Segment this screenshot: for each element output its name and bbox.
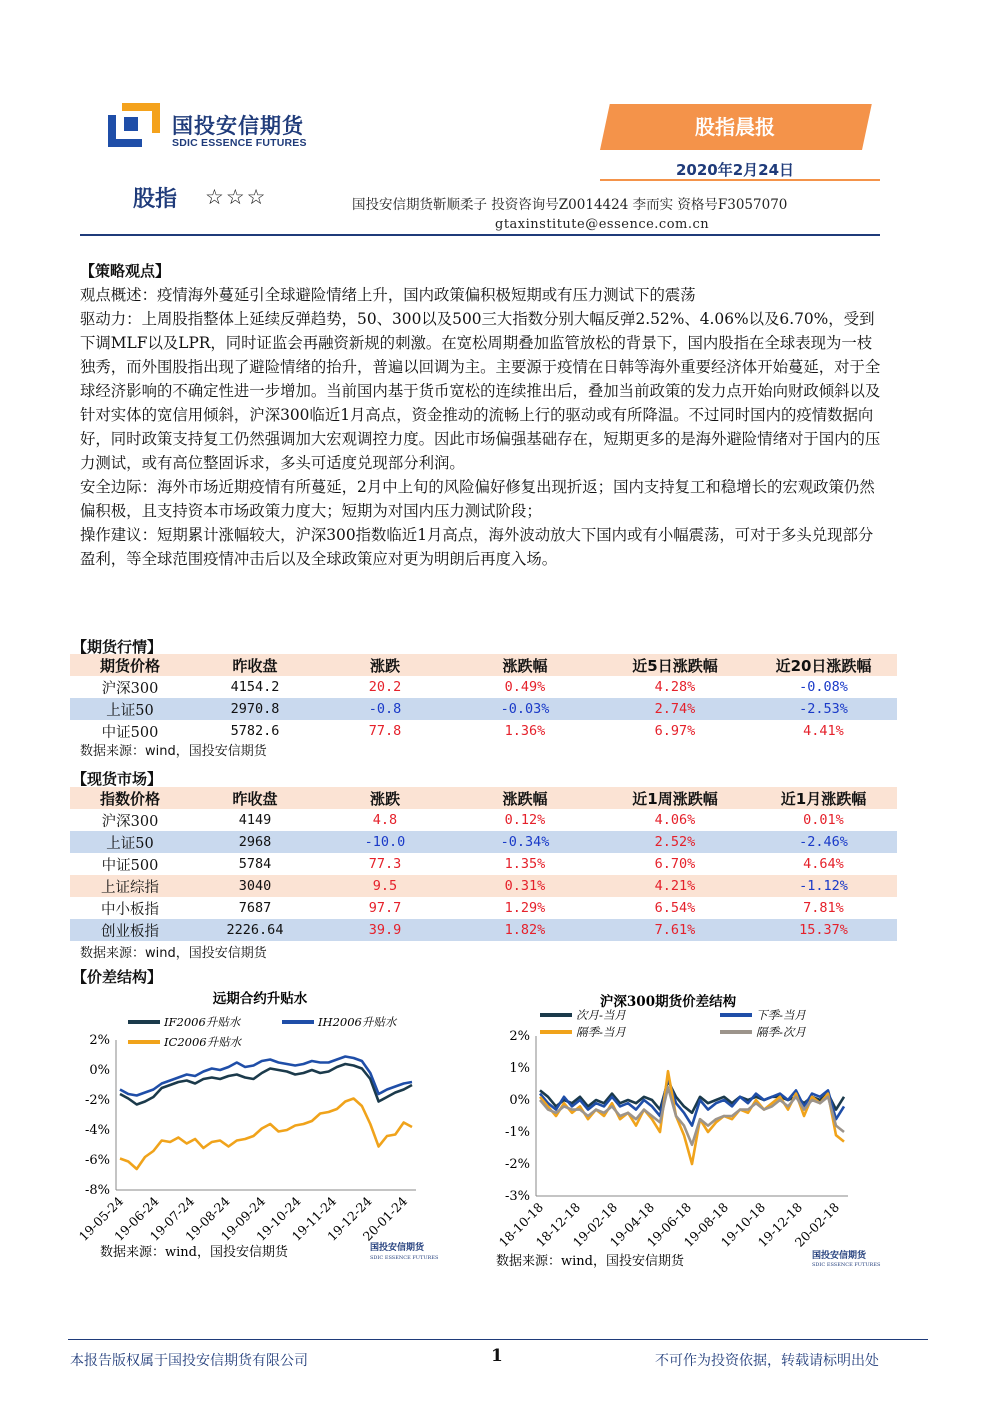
- strategy-section-title: 【策略观点】: [80, 262, 171, 280]
- chart-logo-en: SDIC ESSENCE FUTURES: [812, 1262, 881, 1268]
- cell-close: 7687: [238, 900, 272, 916]
- strategy-advice: 操作建议：短期累计涨幅较大，沪深300指数临近1月高点，海外波动放大下国内或有小幅震荡，可对于多头兑现部分盈利，等全球范围疫情冲击后以及全球政策应对更为明朗后再度入场。: [80, 526, 874, 568]
- cell-name: 沪深300: [101, 680, 159, 697]
- cell-change: 20.2: [368, 679, 402, 695]
- table-row: [70, 875, 897, 897]
- legend-label: IF2006升贴水: [164, 1015, 241, 1029]
- cell-close: 2226.64: [226, 922, 284, 938]
- footer-disclaimer: 不可作为投资依据，转载请标明出处: [655, 1353, 879, 1369]
- x-tick-label: 19-06-18: [643, 1199, 695, 1250]
- cell-pct-5d: 6.97%: [654, 723, 696, 739]
- y-tick-label: -6%: [84, 1153, 110, 1168]
- hs300-spread-chart: [488, 986, 888, 1276]
- cell-pct: 1.35%: [504, 856, 546, 872]
- table-row: [70, 831, 897, 853]
- col-header: 近5日涨跌幅: [632, 656, 718, 675]
- x-tick-label: 19-08-18: [680, 1199, 732, 1250]
- y-tick-label: 2%: [509, 1029, 530, 1044]
- y-tick-label: 2%: [89, 1033, 110, 1048]
- x-tick-label: 19-02-18: [569, 1199, 621, 1250]
- cell-pct-20d: -2.53%: [799, 701, 848, 717]
- cell-pct-20d: -0.08%: [799, 679, 848, 695]
- series-line: [540, 1071, 844, 1164]
- y-tick-label: -2%: [504, 1157, 530, 1172]
- cell-close: 4154.2: [230, 679, 280, 695]
- cell-pct-1w: 2.52%: [654, 834, 696, 850]
- cell-pct: 1.36%: [504, 723, 546, 739]
- cell-pct: 0.12%: [504, 812, 546, 828]
- cell-change: 9.5: [372, 878, 398, 894]
- cell-pct-1m: 15.37%: [799, 922, 848, 938]
- table-header-row: [70, 787, 897, 809]
- date-underline: [600, 179, 880, 181]
- cell-pct: 1.82%: [504, 922, 546, 938]
- cell-change: 97.7: [368, 900, 402, 916]
- cell-pct-1w: 6.70%: [654, 856, 696, 872]
- cell-pct: 1.29%: [504, 900, 546, 916]
- cell-name: 上证50: [106, 835, 154, 852]
- col-header: 昨收盘: [232, 656, 278, 675]
- cell-close: 2970.8: [230, 701, 280, 717]
- y-tick-label: 1%: [509, 1061, 530, 1076]
- strategy-drivers: 驱动力：上周股指整体上延续反弹趋势，50、300以及500三大指数分别大幅反弹2.52%、4.06%以及6.70%，受到下调MLF以及LPR，同时证监会再融资新规的刺激。在宽松周期叠加监管放松的背景下，国内股指在全球表现为一枝独秀，而外围股指出现了避险情绪的抬升，普遍以回调为主。主要源于疫情在日韩等海外重要经济体开始蔓延，对于全球经济影响的不确定性进一步增加。当前国内基于货币宽松的连续推出后，叠加当前政策的发力点开始向财政倾斜以及针对实体的宽信用倾斜，沪深300临近1月高点，资金推动的流畅上行的驱动或有所降温。不过同时国内的疫情数据向好，同时政策支持复工仍然强调加大宏观调控力度。因此市场偏强基础存在，短期更多的是海外避险情绪对于国内的压力测试，或有高位整固诉求，多头可适度兑现部分利润。: [80, 310, 881, 472]
- cell-close: 5784: [238, 856, 272, 872]
- cell-pct: -0.03%: [500, 701, 550, 717]
- cell-change: 39.9: [368, 922, 402, 938]
- col-header: 近20日涨跌幅: [775, 656, 872, 675]
- cell-pct-1m: 7.81%: [803, 900, 844, 916]
- legend-label: 隔季-当月: [576, 1025, 626, 1039]
- strategy-safety-margin: 安全边际：海外市场近期疫情有所蔓延，2月中上旬的风险偏好修复出现折返；国内支持复工和稳增长的宏观政策仍然偏积极，且支持资本市场政策力度大；短期为对国内压力测试阶段；: [80, 478, 875, 520]
- cell-name: 沪深300: [101, 813, 159, 830]
- cell-name: 上证综指: [101, 879, 159, 896]
- chart-logo-text: 国投安信期货: [812, 1251, 867, 1261]
- chart-logo: [812, 1249, 881, 1268]
- x-tick-label: 19-09-24: [217, 1193, 269, 1244]
- x-tick-label: 19-08-24: [182, 1193, 233, 1244]
- cell-pct: -0.34%: [500, 834, 550, 850]
- spot-section-title: 【现货市场】: [72, 770, 163, 788]
- cell-close: 3040: [238, 878, 272, 894]
- cell-pct-1w: 4.21%: [654, 878, 696, 894]
- series-line: [120, 1099, 412, 1170]
- legend-label: IH2006升贴水: [318, 1015, 397, 1029]
- cell-change: -10.0: [364, 834, 406, 850]
- company-logo-icon: [108, 103, 160, 147]
- x-tick-label: 18-12-18: [532, 1199, 584, 1250]
- x-tick-label: 20-02-18: [791, 1199, 843, 1250]
- cell-change: 77.3: [368, 856, 402, 872]
- futures-basis-chart: [70, 986, 450, 1276]
- company-name-en: SDIC ESSENCE FUTURES: [172, 137, 307, 149]
- cell-name: 中证500: [101, 857, 159, 874]
- chart-logo-text: 国投安信期货: [370, 1243, 425, 1253]
- cell-close: 4149: [238, 812, 272, 828]
- cell-pct-1m: 0.01%: [803, 812, 844, 828]
- x-tick-label: 19-07-24: [146, 1193, 198, 1244]
- col-header: 指数价格: [99, 789, 160, 808]
- col-header: 近1月涨跌幅: [780, 789, 867, 808]
- contact-email[interactable]: gtaxinstitute@essence.com.cn: [495, 217, 710, 232]
- cell-name: 中小板指: [101, 901, 159, 918]
- spot-table: [70, 787, 897, 941]
- col-header: 期货价格: [99, 656, 160, 675]
- cell-pct-5d: 4.28%: [654, 679, 696, 695]
- cell-pct-5d: 2.74%: [654, 701, 696, 717]
- cell-name: 中证500: [101, 724, 159, 741]
- cell-change: 4.8: [372, 812, 398, 828]
- spread-section-title: 【价差结构】: [72, 968, 163, 986]
- page-number: 1: [491, 1346, 503, 1366]
- x-tick-label: 19-12-18: [754, 1199, 806, 1250]
- chart-title: 远期合约升贴水: [212, 991, 308, 1007]
- col-header: 涨跌幅: [502, 789, 548, 808]
- sector-title: 股指: [133, 187, 178, 212]
- strategy-overview: 观点概述：疫情海外蔓延引全球避险情绪上升，国内政策偏积极短期或有压力测试下的震荡: [80, 286, 696, 304]
- cell-pct-1w: 7.61%: [654, 922, 696, 938]
- rating-stars: ☆☆☆: [205, 185, 268, 209]
- x-tick-label: 19-10-18: [717, 1199, 769, 1250]
- cell-pct-1w: 6.54%: [654, 900, 696, 916]
- legend-label: 下季-当月: [756, 1008, 806, 1022]
- cell-name: 上证50: [106, 702, 154, 719]
- cell-pct-20d: 4.41%: [803, 723, 844, 739]
- legend-label: 隔季-次月: [756, 1025, 806, 1039]
- x-tick-label: 18-10-18: [495, 1199, 547, 1250]
- futures-source: 数据来源：wind，国投安信期货: [80, 744, 267, 759]
- cell-close: 2968: [238, 834, 272, 850]
- y-tick-label: -8%: [84, 1183, 110, 1198]
- chart-title: 沪深300期货价差结构: [599, 994, 737, 1010]
- strategy-text: [80, 283, 885, 571]
- cell-name: 创业板指: [101, 923, 159, 940]
- x-tick-label: 19-11-24: [288, 1193, 340, 1244]
- table-header-row: [70, 654, 897, 676]
- y-tick-label: -2%: [84, 1093, 110, 1108]
- x-tick-label: 19-06-24: [111, 1193, 162, 1244]
- legend-label: 次月-当月: [576, 1008, 626, 1022]
- cell-pct-1w: 4.06%: [654, 812, 696, 828]
- x-tick-label: 19-12-24: [324, 1193, 375, 1244]
- cell-pct-1m: -2.46%: [799, 834, 848, 850]
- col-header: 涨跌幅: [502, 656, 548, 675]
- col-header: 涨跌: [369, 789, 400, 808]
- futures-section-title: 【期货行情】: [72, 638, 163, 656]
- chart-logo: [370, 1241, 439, 1261]
- report-type: 股指晨报: [695, 115, 775, 139]
- table-row: [70, 698, 897, 720]
- y-tick-label: -1%: [504, 1125, 530, 1140]
- table-row: [70, 853, 897, 875]
- chart-source: 数据来源：wind，国投安信期货: [496, 1254, 684, 1269]
- y-tick-label: 0%: [89, 1063, 110, 1078]
- col-header: 近1周涨跌幅: [632, 789, 718, 808]
- table-row: [70, 897, 897, 919]
- y-tick-label: -3%: [504, 1189, 530, 1204]
- cell-close: 5782.6: [230, 723, 280, 739]
- spot-source: 数据来源：wind，国投安信期货: [80, 946, 267, 961]
- cell-pct-1m: 4.64%: [803, 856, 844, 872]
- table-row: [70, 720, 897, 742]
- y-tick-label: 0%: [509, 1093, 530, 1108]
- x-tick-label: 19-10-24: [253, 1193, 304, 1244]
- cell-pct: 0.31%: [504, 878, 546, 894]
- analyst-info: 国投安信期货靳顺柔子 投资咨询号Z0014424 李而实 资格号F3057070: [352, 197, 788, 213]
- x-tick-label: 20-01-24: [359, 1193, 411, 1244]
- company-name-cn: 国投安信期货: [172, 114, 304, 138]
- col-header: 涨跌: [369, 656, 400, 675]
- chart-source: 数据来源：wind，国投安信期货: [100, 1245, 288, 1260]
- y-tick-label: -4%: [84, 1123, 110, 1138]
- table-row: [70, 919, 897, 941]
- x-tick-label: 19-05-24: [75, 1193, 127, 1244]
- legend-label: IC2006升贴水: [164, 1035, 242, 1049]
- cell-pct-1m: -1.12%: [799, 878, 848, 894]
- cell-change: -0.8: [368, 701, 402, 717]
- chart-logo-en: SDIC ESSENCE FUTURES: [370, 1255, 439, 1261]
- table-row: [70, 676, 897, 698]
- report-date: 2020年2月24日: [675, 161, 795, 179]
- x-tick-label: 19-04-18: [606, 1199, 658, 1250]
- cell-pct: 0.49%: [504, 679, 546, 695]
- col-header: 昨收盘: [232, 789, 278, 808]
- futures-table: [70, 654, 897, 742]
- footer-divider: [68, 1339, 928, 1340]
- cell-change: 77.8: [368, 723, 402, 739]
- footer-copyright: 本报告版权属于国投安信期货有限公司: [70, 1353, 308, 1369]
- table-row: [70, 809, 897, 831]
- header-divider: [80, 234, 880, 236]
